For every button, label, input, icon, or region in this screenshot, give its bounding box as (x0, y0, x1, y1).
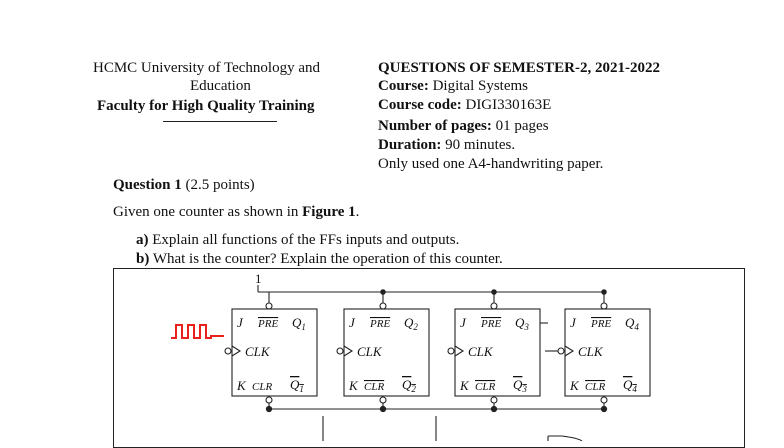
ff4-clk-label: CLK (578, 344, 603, 359)
ff4-j-label: J (570, 315, 576, 330)
ff4-k-label: K (570, 378, 579, 393)
intro-prefix: Given one counter as shown in (113, 204, 303, 220)
part-b-text: What is the counter? Explain the operation of this counter. (149, 251, 503, 267)
intro-suffix: . (355, 204, 360, 220)
ff2-k-label: K (349, 378, 358, 393)
university-name: HCMC University of Technology and (93, 60, 320, 76)
clock-waveform (171, 325, 224, 338)
ff3-qbar-label: $Q_3$ (513, 377, 527, 394)
ff2-j-label: J (349, 315, 355, 330)
duration-value: 90 minutes. (441, 137, 516, 153)
pages-label: Number of pages: (378, 118, 492, 134)
ff3-k-label: K (460, 378, 469, 393)
ff3-clr-label: CLR (475, 381, 496, 393)
ff1-pre-label: PRE (258, 318, 279, 330)
faculty-name: Faculty for High Quality Training (97, 98, 315, 114)
ff1-q-label: $Q_1$ (292, 315, 306, 332)
course-value: Digital Systems (428, 78, 528, 94)
figure-reference: Figure 1 (302, 204, 356, 220)
part-b-label: b) (136, 251, 150, 267)
supply-label: 1 (255, 271, 262, 286)
part-a-label: a) (136, 232, 149, 248)
ff1-j-label: J (237, 315, 243, 330)
ff3-pre-label: PRE (481, 318, 502, 330)
question-1-points: (2.5 points) (181, 177, 255, 193)
ff4-q-label: $Q_4$ (625, 315, 639, 332)
ff2-clk-label: CLK (357, 344, 382, 359)
ff2-q-label: $Q_2$ (404, 315, 418, 332)
course-code-value: DIGI330163E (461, 97, 552, 113)
question-1-title: Question 1 (113, 177, 182, 193)
ff3-clk-label: CLK (468, 344, 493, 359)
exam-note: Only used one A4-handwriting paper. (378, 156, 604, 172)
course-code-label: Course code: (378, 97, 462, 113)
university-name-line2: Education (190, 78, 251, 94)
ff3-q-label: $Q_3$ (515, 315, 529, 332)
ff1-k-label: K (237, 378, 246, 393)
duration-label: Duration: (378, 137, 442, 153)
ff4-clr-label: CLR (585, 381, 606, 393)
ff2-qbar-label: $Q_2$ (402, 377, 416, 394)
ff1-clr-label: CLR (252, 381, 273, 393)
exam-title: QUESTIONS OF SEMESTER-2, 2021-2022 (378, 60, 660, 76)
ff4-qbar-label: $Q_4$ (623, 377, 637, 394)
course-label: Course: (378, 78, 429, 94)
ff1-clk-label: CLK (245, 344, 270, 359)
ff2-clr-label: CLR (364, 381, 385, 393)
ff3-j-label: J (460, 315, 466, 330)
ff2-pre-label: PRE (370, 318, 391, 330)
pages-value: 01 pages (491, 118, 549, 134)
part-a-text: Explain all functions of the FFs inputs and outputs. (148, 232, 460, 248)
ff4-pre-label: PRE (591, 318, 612, 330)
ff1-qbar-label: $Q_1$ (290, 377, 304, 394)
